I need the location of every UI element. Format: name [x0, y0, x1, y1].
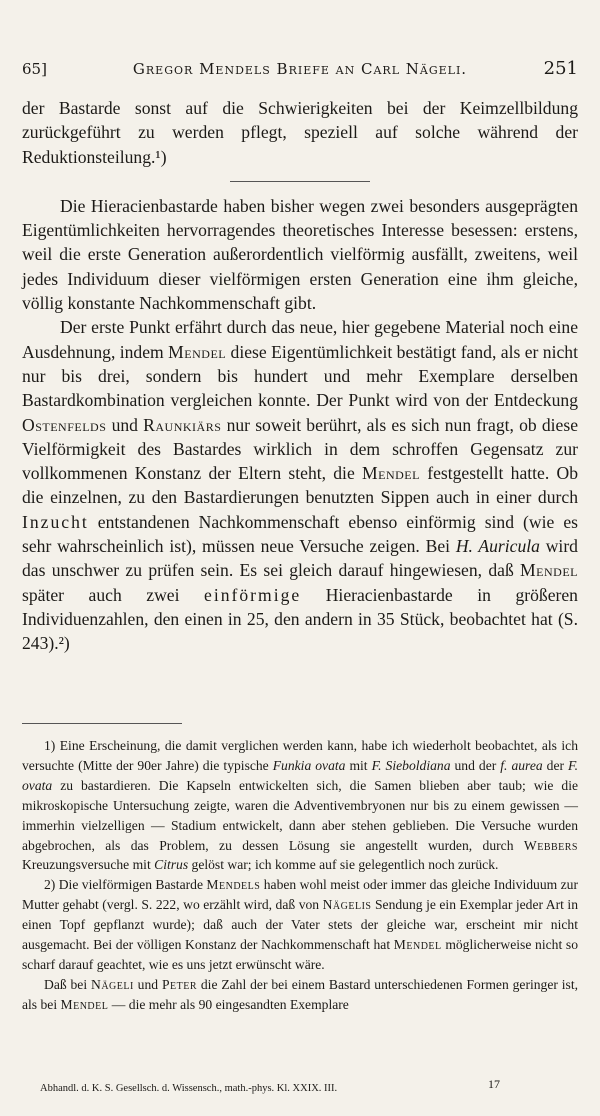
name-raunkiaer: Raunkiärs: [143, 414, 222, 435]
footnote-2: 2) Die vielförmigen Bastarde Mendels haben wohl meist oder immer das gleiche Individuum zur Mutter gehabt (vergl. S. 222, wo erzählt wird, daß von Nägelis Sendung je ein Exemplar jeder Art in einen Topf gepflanzt wurde); daß auch der Vater stets der gleiche war, erscheint mir nicht ausgemacht. Bei der völligen Konstanz der Nachkommenschaft hat Mendel möglicherweise nicht so scharf darauf geachtet, wie es uns jetzt erwünscht wäre.: [22, 877, 578, 972]
spaced-inzucht: Inzucht: [22, 511, 89, 532]
page-header: [22, 58, 578, 82]
paragraph-first-point: Der erste Punkt erfährt durch das neue, hier gegebene Material noch eine Ausdehnung, indem Mendel diese Eigentümlichkeit bestätigt fand, als er nicht nur bis drei, sondern bis hundert und mehr Exemplare derselben Bastardkombination vergleichen konnte. Der Punkt wird von der Entdeckung Ostenfelds und Raunkiärs nur soweit berührt, als es sich nun fragt, ob diese Vielförmigkeit des Bastardes wirklich in dem schroffen Gegensatz zur vollkommenen Konstanz der Eltern steht, die Mendel festgestellt hatte. Ob die einzelnen, zu den Bastardierungen benutzten Sippen auch in einer durch Inzucht entstandenen Nachkommenschaft ebenso einförmig sind (wie es sehr wahrscheinlich ist), müssen neue Versuche zeigen. Bei H. Auricula wird das unschwer zu prüfen sein. Es sei gleich darauf hingewiesen, daß Mendel später auch zwei einförmige Hieracienbastarde in größeren Individuenzahlen, den einen in 25, den andern in 35 Stück, beobachtet hat (S. 243).²): [22, 317, 578, 654]
name-mendel: Mendel: [168, 341, 227, 362]
footnote-2-continued: Daß bei Nägeli und Peter die Zahl der bei einem Bastard unterschiedenen Formen geringer ist, als bei Mendel — die mehr als 90 eingesandten Exemplare: [22, 976, 579, 1012]
name-mendel: Mendel: [362, 463, 420, 484]
name-mendel: Mendel: [520, 560, 578, 581]
body-text: [22, 96, 578, 656]
footnote-1: 1) Eine Erscheinung, die damit verglichen werden kann, habe ich wiederholt beobachtet, als ich versuchte (Mitte der 90er Jahre) die typische Funkia ovata mit F. Sieboldiana und der f. aurea der F. ovata zu bastardieren. Die Kapseln entwickelten sich, die Samen blieben aber taub; wie die mikroskopische Untersuchung zeigte, waren die Adventivembryonen nur bis zu einem gewissen — immerhin vielzelligen — Stadium entwickelt, dann aber stehen geblieben. Die Versuche wurden abgebrochen, als das Problem, zu dessen Lösung sie angestellt wurden, durch Webbers Kreuzungsversuche mit Citrus gelöst war; ich komme auf sie gelegentlich noch zurück.: [22, 738, 578, 873]
section-divider: [230, 181, 370, 182]
sheet-number: 17: [488, 1077, 500, 1091]
running-title: Gregor Mendels Briefe an Carl Nägeli.: [132, 60, 468, 78]
footnotes: [22, 736, 578, 1015]
printer-signature: [40, 1077, 560, 1094]
spaced-einformige: einförmige: [204, 584, 302, 605]
page-number: 251: [543, 58, 578, 79]
name-ostenfeld: Ostenfelds: [22, 414, 107, 435]
page-ref-left: 65]: [22, 60, 47, 78]
footnote-rule: [22, 723, 182, 724]
signature-text: Abhandl. d. K. S. Gesellsch. d. Wissensch., math.-phys. Kl. XXIX. III.: [40, 1083, 338, 1094]
paragraph-hieracien: Die Hieracienbastarde haben bisher wegen zwei besonders ausgeprägten Eigentümlichkeiten hervorragendes theoretisches Interesse besessen: erstens, weil die erste Generation außerordentlich vielförmig ausfällt, zweitens, weil jedes Individuum dieser vielförmigen ersten Generation eine ihm gleiche, völlig konstante Nachkommenschaft gibt.: [22, 195, 578, 314]
species-auricula: H. Auricula: [455, 536, 540, 557]
paragraph-continued: der Bastarde sonst auf die Schwierigkeiten bei der Keimzellbildung zurückgeführt zu werden pflegt, speziell auf solche während der Reduktionsteilung.¹): [22, 98, 578, 167]
